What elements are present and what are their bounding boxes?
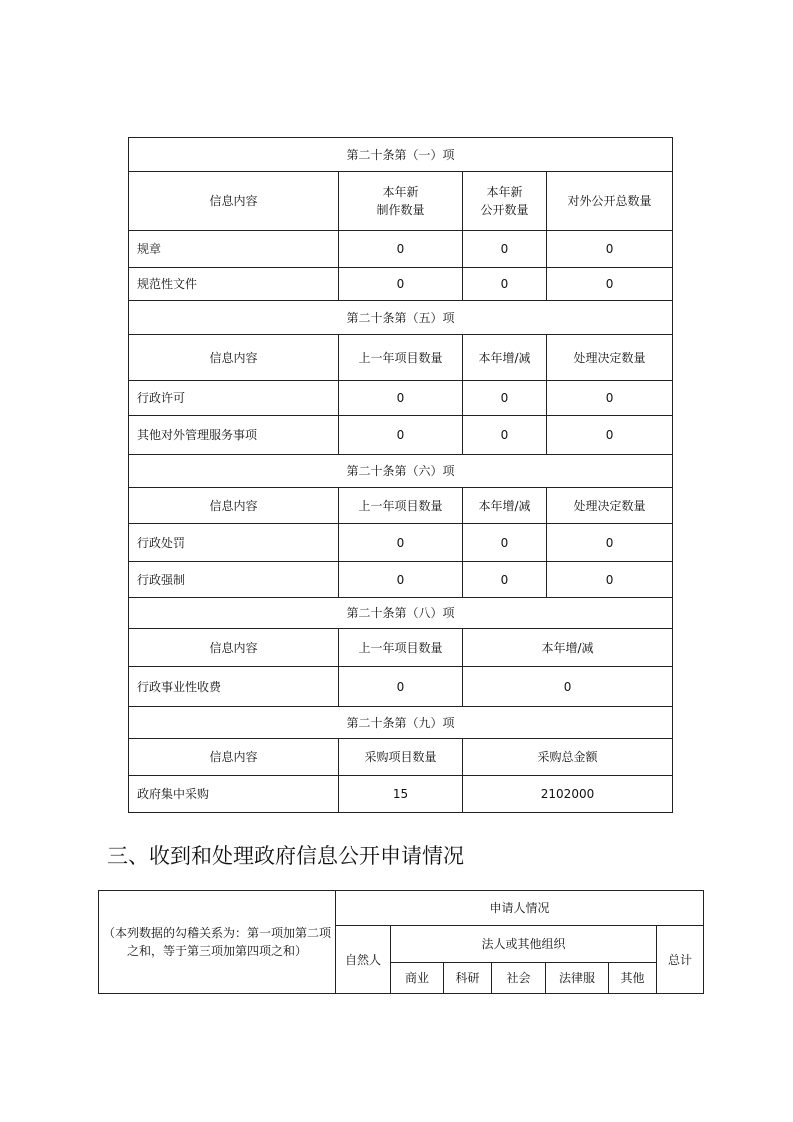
value-cell: 2102000	[463, 776, 673, 813]
table-row	[129, 667, 673, 707]
column-header: 对外公开总数量	[547, 172, 673, 231]
table-row	[129, 416, 673, 455]
column-header: 信息内容	[129, 172, 339, 231]
column-header: 信息内容	[129, 629, 339, 667]
row-label: 行政处罚	[129, 524, 339, 562]
value-cell: 0	[463, 667, 673, 707]
value-cell: 0	[463, 381, 547, 416]
column-header: 处理决定数量	[547, 335, 673, 381]
section-title-row	[129, 707, 673, 739]
row-label: 行政许可	[129, 381, 339, 416]
column-header: 本年增/减	[463, 335, 547, 381]
application-table	[98, 890, 704, 994]
header-row	[129, 335, 673, 381]
value-cell: 15	[339, 776, 463, 813]
legal-org-header: 法人或其他组织	[391, 926, 657, 963]
column-header: 本年新 公开数量	[463, 172, 547, 231]
section-title: 第二十条第（九）项	[129, 707, 673, 739]
note-cell: （本列数据的勾稽关系为：第一项加第二项之和，等于第三项加第四项之和）	[99, 891, 336, 994]
total-header: 总计	[657, 926, 704, 994]
column-header: 信息内容	[129, 335, 339, 381]
sub-other: 其他	[609, 963, 657, 994]
header-row	[129, 739, 673, 776]
section-title-row	[129, 598, 673, 629]
column-header: 采购总金额	[463, 739, 673, 776]
row-label: 其他对外管理服务事项	[129, 416, 339, 455]
column-header: 上一年项目数量	[339, 488, 463, 524]
section-title: 第二十条第（六）项	[129, 455, 673, 488]
column-header: 上一年项目数量	[339, 629, 463, 667]
value-cell: 0	[463, 562, 547, 598]
value-cell: 0	[339, 268, 463, 301]
row-label: 规范性文件	[129, 268, 339, 301]
value-cell: 0	[547, 562, 673, 598]
value-cell: 0	[463, 416, 547, 455]
value-cell: 0	[339, 524, 463, 562]
section-heading: 三、收到和处理政府信息公开申请情况	[107, 844, 464, 868]
table-row	[129, 231, 673, 268]
header-row	[129, 172, 673, 231]
value-cell: 0	[547, 268, 673, 301]
column-header: 信息内容	[129, 739, 339, 776]
column-header: 本年增/减	[463, 488, 547, 524]
row-label: 规章	[129, 231, 339, 268]
column-header: 信息内容	[129, 488, 339, 524]
header-row	[129, 629, 673, 667]
row-label: 行政事业性收费	[129, 667, 339, 707]
section-title-row	[129, 138, 673, 172]
table-row	[129, 381, 673, 416]
value-cell: 0	[339, 381, 463, 416]
sub-commercial: 商业	[391, 963, 444, 994]
value-cell: 0	[339, 667, 463, 707]
column-header: 本年增/减	[463, 629, 673, 667]
value-cell: 0	[339, 562, 463, 598]
header-row	[129, 488, 673, 524]
sub-research: 科研	[444, 963, 492, 994]
value-cell: 0	[547, 416, 673, 455]
column-header: 处理决定数量	[547, 488, 673, 524]
value-cell: 0	[547, 231, 673, 268]
value-cell: 0	[547, 524, 673, 562]
section-title-row	[129, 455, 673, 488]
table-row	[129, 524, 673, 562]
table-row	[129, 562, 673, 598]
value-cell: 0	[463, 268, 547, 301]
row-label: 政府集中采购	[129, 776, 339, 813]
value-cell: 0	[463, 231, 547, 268]
disclosure-table	[128, 137, 673, 813]
section-title: 第二十条第（一）项	[129, 138, 673, 172]
section-title: 第二十条第（八）项	[129, 598, 673, 629]
column-header: 上一年项目数量	[339, 335, 463, 381]
value-cell: 0	[547, 381, 673, 416]
natural-person-header: 自然人	[336, 926, 391, 994]
section-title-row	[129, 301, 673, 335]
table-row	[129, 776, 673, 813]
table-row	[129, 268, 673, 301]
value-cell: 0	[339, 416, 463, 455]
section-title: 第二十条第（五）项	[129, 301, 673, 335]
value-cell: 0	[463, 524, 547, 562]
applicant-header: 申请人情况	[336, 891, 704, 926]
column-header: 采购项目数量	[339, 739, 463, 776]
sub-social: 社会	[492, 963, 546, 994]
row-label: 行政强制	[129, 562, 339, 598]
sub-legal: 法律服	[546, 963, 609, 994]
value-cell: 0	[339, 231, 463, 268]
column-header: 本年新 制作数量	[339, 172, 463, 231]
